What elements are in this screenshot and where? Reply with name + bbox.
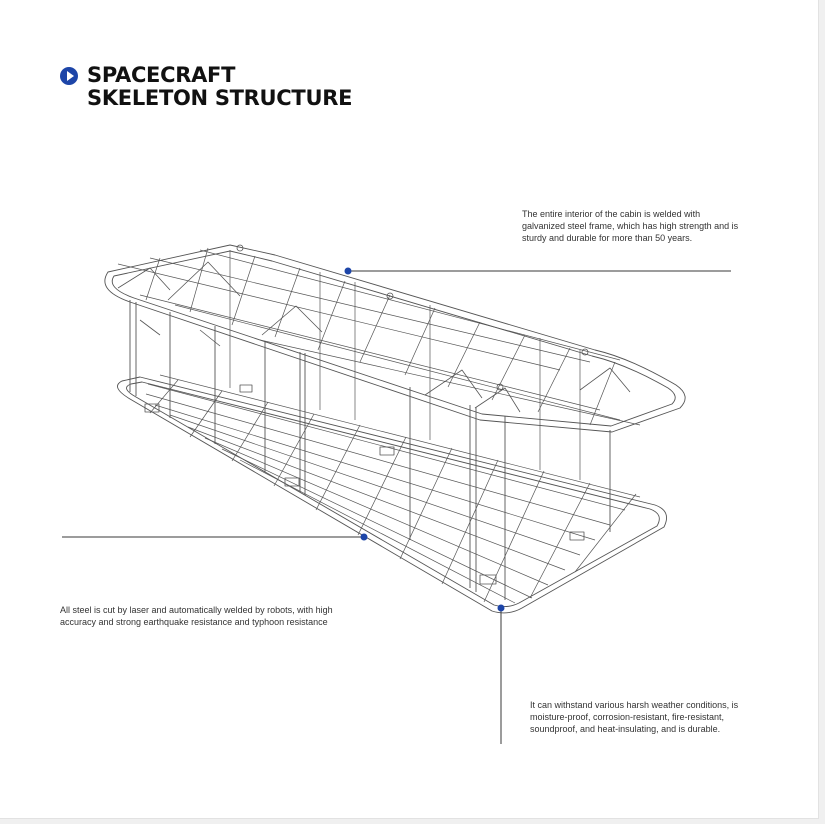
lifting-lugs bbox=[237, 245, 588, 390]
callouts bbox=[62, 271, 731, 744]
roof-ribs bbox=[146, 248, 615, 425]
skeleton-frame bbox=[105, 245, 685, 613]
annotation-laser: All steel is cut by laser and automatically welded by robots, with high accuracy and strong earthquake resistance and typhoon resistance bbox=[60, 605, 333, 627]
callout-dot-frame bbox=[345, 268, 352, 275]
annotation-weather: It can withstand various harsh weather conditions, is moisture-proof, corrosion-resistant, fire-resistant, soundproof, and heat-insulating, and is durable. bbox=[530, 700, 739, 734]
callout-dots bbox=[345, 268, 505, 612]
roof-outline-inner bbox=[112, 251, 675, 426]
title-line-2: SKELETON STRUCTURE bbox=[87, 86, 353, 110]
callout-dot-weather bbox=[498, 605, 505, 612]
floor-plates bbox=[145, 385, 584, 584]
floor-outline-inner bbox=[127, 382, 660, 607]
annotation-frame: The entire interior of the cabin is welded with galvanized steel frame, which has high strength and is sturdy and durable for more than 50 years. bbox=[522, 209, 739, 243]
vertical-posts-far bbox=[230, 250, 580, 480]
title-line-1: SPACECRAFT bbox=[87, 63, 236, 87]
callout-dot-laser bbox=[361, 534, 368, 541]
roof-rails bbox=[118, 250, 640, 425]
floor-grid-long bbox=[146, 375, 640, 603]
vertical-posts bbox=[130, 300, 610, 600]
